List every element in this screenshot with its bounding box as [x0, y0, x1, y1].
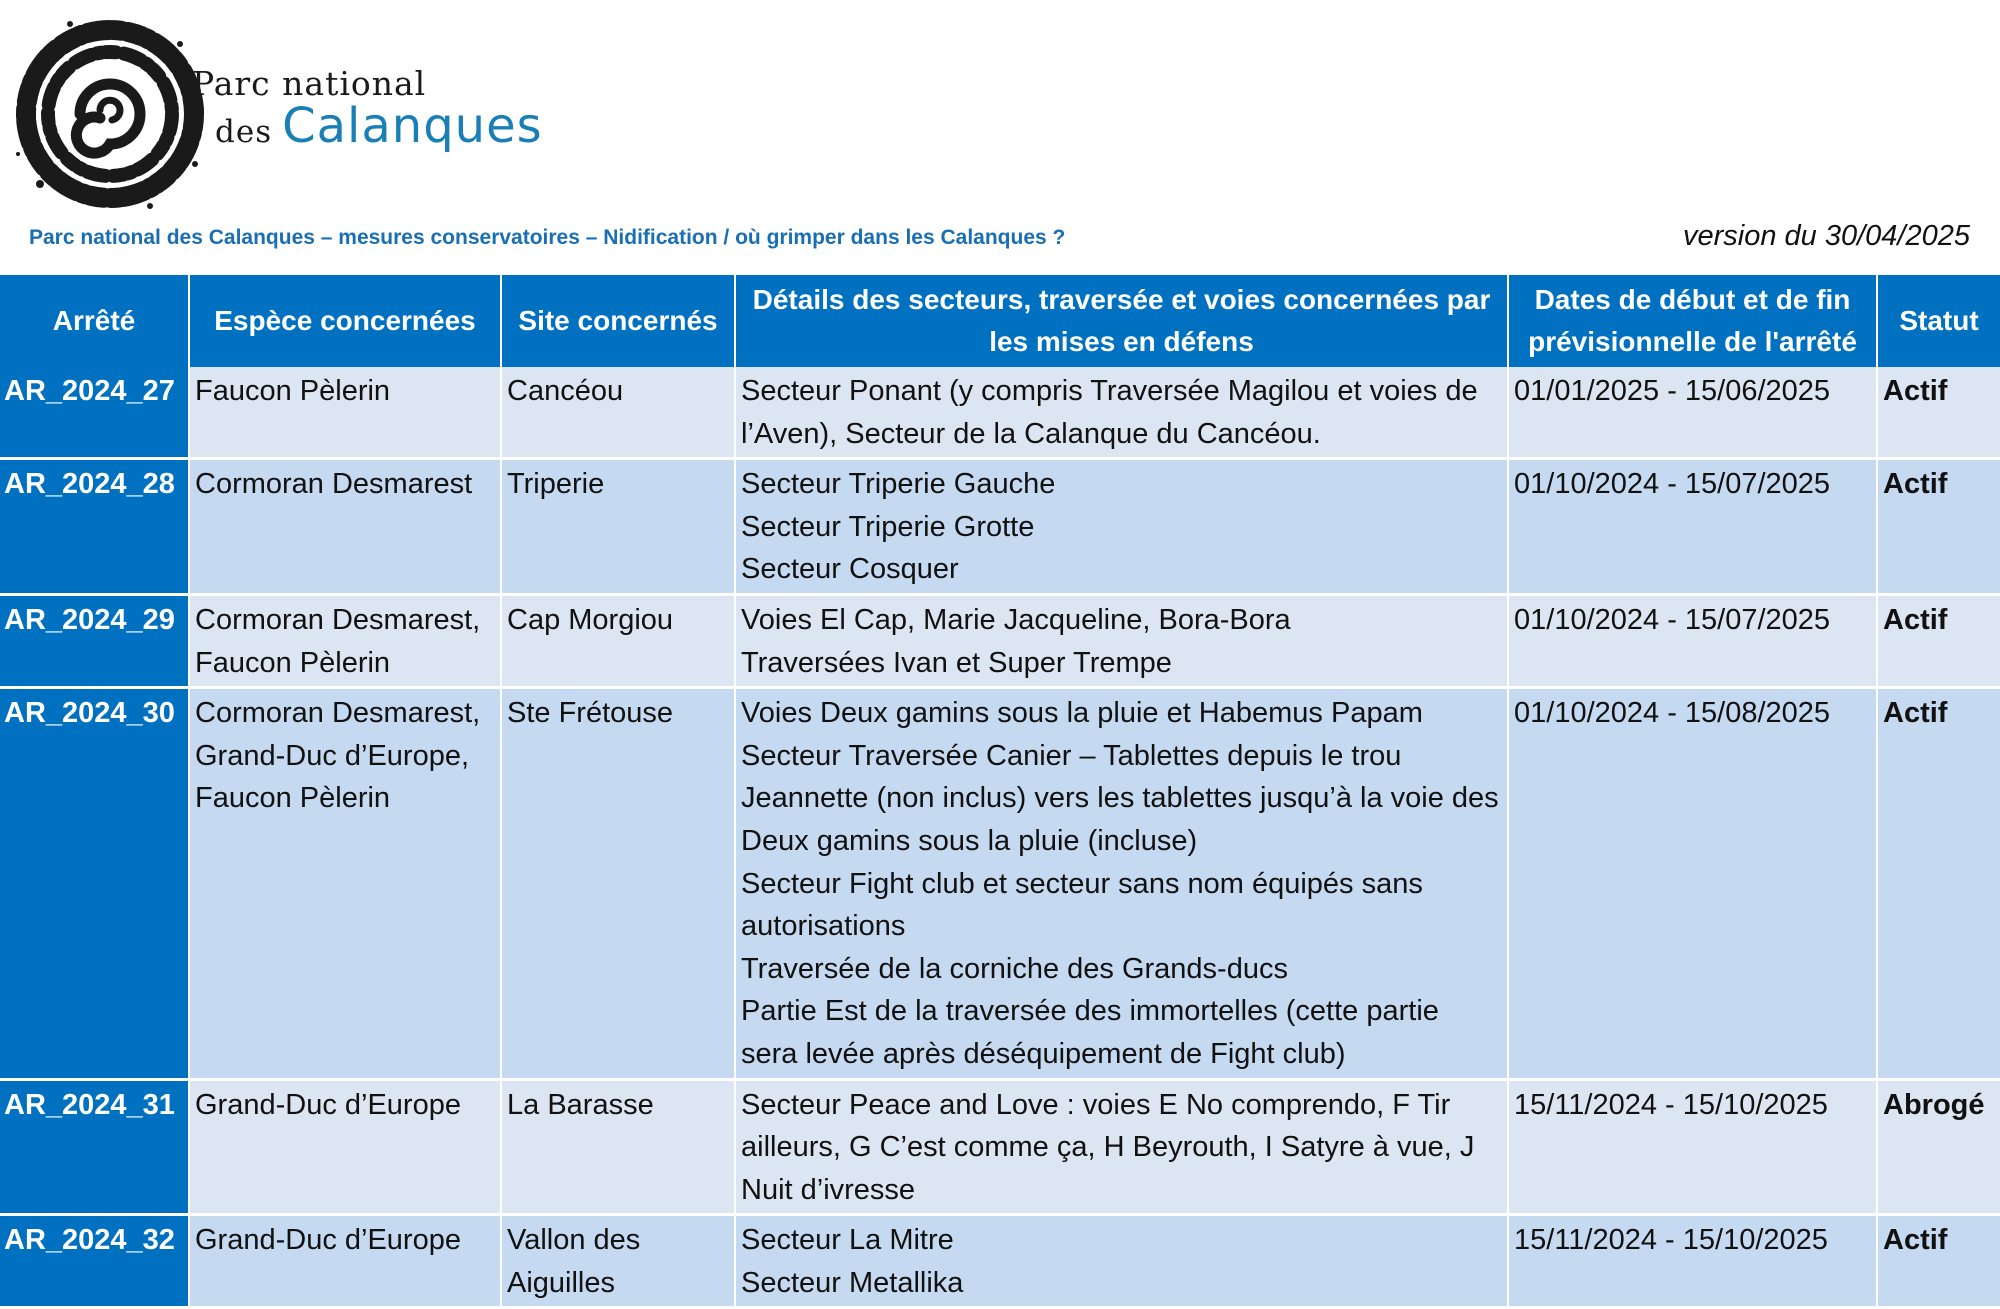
cell-site: Vallon des Aiguilles [501, 1215, 735, 1308]
cell-site: Ste Frétouse [501, 688, 735, 1079]
cell-status: Abrogé [1877, 1079, 2000, 1215]
table-row [0, 1215, 2000, 1308]
cell-site: Cap Morgiou [501, 594, 735, 687]
table-row [0, 688, 2000, 1079]
cell-dates: 15/11/2024 - 15/10/2025 [1508, 1079, 1877, 1215]
cell-status: Actif [1877, 688, 2000, 1079]
cell-arrete-id: AR_2024_28 [0, 459, 189, 595]
header-site: Site concernés [501, 275, 735, 367]
version-date: version du 30/04/2025 [1683, 220, 1970, 252]
detail-line: Secteur Traversée Canier – Tablettes depuis le trou Jeannette (non inclus) vers les tablettes jusqu’à la voie des Deux gamins sous la pluie (incluse) [741, 739, 1499, 857]
detail-line: Secteur Fight club et secteur sans nom équipés sans autorisations [741, 867, 1423, 943]
header-details: Détails des secteurs, traversée et voies concernées par les mises en défens [735, 275, 1508, 367]
cell-species: Cormoran Desmarest, Grand-Duc d’Europe, Faucon Pèlerin [189, 688, 501, 1079]
detail-line: Secteur Triperie Gauche [741, 468, 1056, 501]
logo-line1: Parc national [192, 64, 427, 103]
table-row [0, 459, 2000, 595]
cell-dates: 01/10/2024 - 15/07/2025 [1508, 594, 1877, 687]
cell-details [735, 459, 1508, 595]
cell-status: Actif [1877, 594, 2000, 687]
cell-species: Grand-Duc d’Europe [189, 1079, 501, 1215]
detail-line: Traversée de la corniche des Grands-ducs [741, 952, 1288, 985]
cell-arrete-id: AR_2024_32 [0, 1215, 189, 1308]
header-arrete: Arrêté [0, 275, 189, 367]
cell-species: Faucon Pèlerin [189, 367, 501, 459]
header-especes: Espèce concernées [189, 275, 501, 367]
cell-arrete-id: AR_2024_30 [0, 688, 189, 1079]
cell-arrete-id: AR_2024_27 [0, 367, 189, 459]
cell-site: Cancéou [501, 367, 735, 459]
cell-dates: 01/01/2025 - 15/06/2025 [1508, 367, 1877, 459]
cell-details [735, 367, 1508, 459]
cell-dates: 15/11/2024 - 15/10/2025 [1508, 1215, 1877, 1308]
detail-line: Secteur Cosquer [741, 553, 959, 586]
table-body [0, 367, 2000, 1308]
cell-site: Triperie [501, 459, 735, 595]
cell-status: Actif [1877, 367, 2000, 459]
table-row [0, 367, 2000, 459]
cell-species: Cormoran Desmarest [189, 459, 501, 595]
logo-line2 [215, 98, 543, 154]
detail-line: Secteur Triperie Grotte [741, 510, 1035, 543]
table-row [0, 1079, 2000, 1215]
cell-dates: 01/10/2024 - 15/08/2025 [1508, 688, 1877, 1079]
cell-status: Actif [1877, 1215, 2000, 1308]
detail-line: Secteur Ponant (y compris Traversée Magilou et voies de l’Aven), Secteur de la Calanque du Cancéou. [741, 375, 1478, 450]
cell-details [735, 594, 1508, 687]
document-subtitle: Parc national des Calanques – mesures conservatoires – Nidification / où grimper dans les Calanques ? [29, 226, 1066, 249]
cell-status: Actif [1877, 459, 2000, 595]
detail-line: Secteur Metallika [741, 1266, 964, 1299]
detail-line: Voies El Cap, Marie Jacqueline, Bora-Bora [741, 603, 1291, 636]
detail-line: Secteur Peace and Love : voies E No comprendo, F Tir ailleurs, G C’est comme ça, H Beyrouth, I Satyre à vue, J Nuit d’ivresse [741, 1088, 1475, 1206]
cell-arrete-id: AR_2024_29 [0, 594, 189, 687]
header-statut: Statut [1877, 275, 2000, 367]
logo-des: des [215, 114, 273, 150]
cell-details [735, 1079, 1508, 1215]
detail-line: Traversées Ivan et Super Trempe [741, 646, 1172, 679]
spiral-logo-icon [10, 14, 210, 214]
cell-species: Grand-Duc d’Europe [189, 1215, 501, 1308]
cell-arrete-id: AR_2024_31 [0, 1079, 189, 1215]
table-header-row [0, 275, 2000, 367]
cell-dates: 01/10/2024 - 15/07/2025 [1508, 459, 1877, 595]
cell-details [735, 1215, 1508, 1308]
cell-species: Cormoran Desmarest, Faucon Pèlerin [189, 594, 501, 687]
detail-line: Partie Est de la traversée des immortelles (cette partie sera levée après déséquipement de Fight club) [741, 995, 1439, 1070]
decrees-table [0, 275, 2000, 1309]
header-dates: Dates de début et de fin prévisionnelle de l'arrêté [1508, 275, 1877, 367]
park-logo [10, 14, 543, 214]
detail-line: Secteur La Mitre [741, 1224, 954, 1257]
detail-line: Voies Deux gamins sous la pluie et Habemus Papam [741, 697, 1423, 730]
logo-calanques: Calanques [282, 98, 543, 154]
cell-site: La Barasse [501, 1079, 735, 1215]
cell-details [735, 688, 1508, 1079]
table-row [0, 594, 2000, 687]
